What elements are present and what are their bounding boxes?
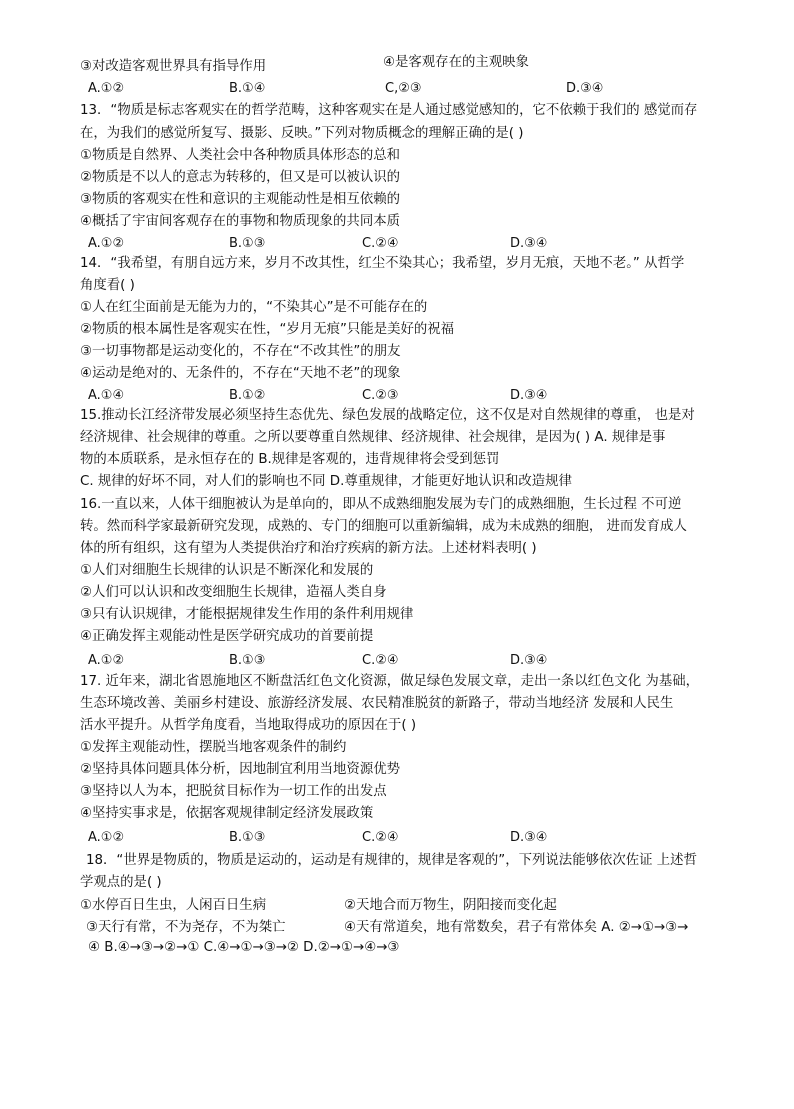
q18-item-1: ①水停百日生虫，人闲百日生病 [80, 898, 267, 913]
q14-item-3: ③一切事物都是运动变化的，不存在“不改其性”的朋友 [80, 344, 401, 359]
q14-option-c: C.②③ [362, 388, 399, 403]
q13-item-3: ③物质的客观实在性和意识的主观能动性是相互依赖的 [80, 192, 400, 207]
q18-stem-line-2: 学观点的是( ) [80, 875, 162, 890]
q17-stem-line-3: 活水平提升。从哲学角度看，当地取得成功的原因在于( ) [80, 718, 417, 733]
q13-item-2: ②物质是不以人的意志为转移的，但又是可以被认识的 [80, 170, 400, 185]
q16-option-c: C.②④ [362, 653, 399, 668]
q16-item-4: ④正确发挥主观能动性是医学研究成功的首要前提 [80, 629, 374, 644]
q15-line-2: 经济规律、社会规律的尊重。之所以要尊重自然规律、经济规律、社会规律，是因为( ) A. 规律是事 [80, 430, 666, 445]
q15-line-1: 15.推动长江经济带发展必须坚持生态优先、绿色发展的战略定位，这不仅是对自然规律的尊重， 也是对 [80, 408, 695, 423]
q13-option-c: C.②④ [362, 236, 399, 251]
q16-item-3: ③只有认识规律，才能根据规律发生作用的条件利用规律 [80, 607, 414, 622]
q14-item-2: ②物质的根本属性是客观实在性，“岁月无痕”只能是美好的祝福 [80, 322, 455, 337]
q16-item-2: ②人们可以认识和改变细胞生长规律，造福人类自身 [80, 585, 387, 600]
q14-option-b: B.①② [229, 388, 266, 403]
q13-item-1: ①物质是自然界、人类社会中各种物质具体形态的总和 [80, 148, 400, 163]
q13-option-d: D.③④ [510, 236, 548, 251]
q18-item-2: ②天地合而万物生，阴阳接而变化起 [344, 898, 557, 913]
q16-option-a: A.①② [88, 653, 125, 668]
q17-stem-line-2: 生态环境改善、美丽乡村建设、旅游经济发展、农民精准脱贫的新路子，带动当地经济 发展和人民生 [80, 696, 674, 711]
q15-line-4: C. 规律的好坏不同，对人们的影响也不同 D.尊重规律，才能更好地认识和改造规律 [80, 474, 572, 489]
q16-stem-line-1: 16.一直以来，人体干细胞被认为是单向的，即从不成熟细胞发展为专门的成熟细胞，生长过程 不可逆 [80, 497, 682, 512]
q14-option-a: A.①④ [88, 388, 125, 403]
q13-item-4: ④概括了宇宙间客观存在的事物和物质现象的共同本质 [80, 214, 400, 229]
q12-option-c: C,②③ [385, 81, 422, 96]
q17-item-3: ③坚持以人为本，把脱贫目标作为一切工作的出发点 [80, 784, 387, 799]
q13-stem-line-1: 13．“物质是标志客观实在的哲学范畴，这种客观实在是人通过感觉感知的，它不依赖于我们的 感觉而存 [80, 103, 698, 118]
q17-stem-line-1: 17. 近年来，湖北省恩施地区不断盘活红色文化资源，做足绿色发展文章，走出一条以红色文化 为基础， [80, 674, 699, 689]
q18-item-4-and-option-a: ④天有常道矣，地有常数矣，君子有常体矣 A. ②→①→③→ [344, 920, 689, 935]
q12-option-b: B.①④ [229, 81, 266, 96]
q18-stem-line-1: 18．“世界是物质的，物质是运动的，运动是有规律的，规律是客观的”，下列说法能够依次佐证 上述哲 [86, 853, 697, 868]
q18-options: ④ B.④→③→②→① C.④→①→③→② D.②→①→④→③ [88, 940, 400, 955]
q18-item-3: ③天行有常，不为尧存，不为桀亡 [86, 920, 286, 935]
q14-item-4: ④运动是绝对的、无条件的，不存在“天地不老”的现象 [80, 366, 401, 381]
q13-option-a: A.①② [88, 236, 125, 251]
q12-option-d: D.③④ [566, 81, 604, 96]
q15-line-3: 物的本质联系，是永恒存在的 B.规律是客观的，违背规律将会受到惩罚 [80, 452, 500, 467]
q17-option-d: D.③④ [510, 830, 548, 845]
q14-stem-line-2: 角度看( ) [80, 278, 135, 293]
q14-item-1: ①人在红尘面前是无能为力的，“不染其心”是不可能存在的 [80, 300, 428, 315]
q17-option-a: A.①② [88, 830, 125, 845]
q13-option-b: B.①③ [229, 236, 266, 251]
q13-stem-line-2: 在，为我们的感觉所复写、摄影、反映。”下列对物质概念的理解正确的是( ) [80, 126, 524, 141]
q17-item-4: ④坚持实事求是，依据客观规律制定经济发展政策 [80, 806, 374, 821]
q16-stem-line-3: 体的所有组织，这有望为人类提供治疗和治疗疾病的新方法。上述材料表明( ) [80, 541, 537, 556]
q17-item-2: ②坚持具体问题具体分析，因地制宜利用当地资源优势 [80, 762, 400, 777]
q12-option-a: A.①② [88, 81, 125, 96]
q17-option-c: C.②④ [362, 830, 399, 845]
q16-option-d: D.③④ [510, 653, 548, 668]
q12-item-3: ③对改造客观世界具有指导作用 [80, 59, 267, 74]
q16-item-1: ①人们对细胞生长规律的认识是不断深化和发展的 [80, 563, 374, 578]
q17-item-1: ①发挥主观能动性，摆脱当地客观条件的制约 [80, 740, 347, 755]
q16-stem-line-2: 转。然而科学家最新研究发现，成熟的、专门的细胞可以重新编辑，成为未成熟的细胞， 进而发育成人 [80, 519, 687, 534]
q14-option-d: D.③④ [510, 388, 548, 403]
q12-item-4: ④是客观存在的主观映象 [383, 55, 529, 70]
q16-option-b: B.①③ [229, 653, 266, 668]
q17-option-b: B.①③ [229, 830, 266, 845]
q14-stem-line-1: 14．“我希望，有朋自远方来，岁月不改其性，红尘不染其心；我希望，岁月无痕，天地不老。” 从哲学 [80, 256, 685, 271]
